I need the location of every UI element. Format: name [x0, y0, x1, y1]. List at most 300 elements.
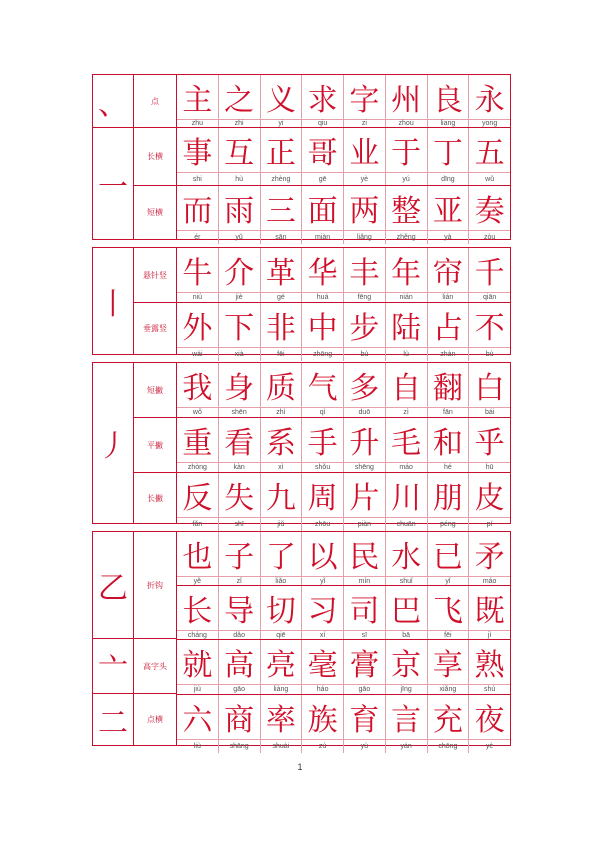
character: 面	[307, 194, 338, 229]
character: 子	[224, 540, 255, 575]
char-cell	[386, 473, 428, 531]
character: 求	[307, 83, 338, 118]
char-cell	[177, 418, 219, 472]
character: 气	[307, 371, 338, 406]
pinyin-label: chuān	[386, 517, 427, 531]
character: 九	[265, 481, 296, 516]
pinyin-label: ér	[177, 230, 218, 244]
char-cell	[344, 640, 386, 694]
pinyin-label: zhōu	[302, 517, 343, 531]
char-cell	[344, 473, 386, 531]
character: 育	[349, 703, 380, 738]
char-cell	[344, 586, 386, 639]
pinyin-label: shī	[219, 517, 260, 531]
pinyin-label: zhèng	[261, 172, 302, 185]
character: 毛	[391, 426, 422, 461]
pinyin-label: yǐ	[302, 576, 343, 585]
character: 帘	[432, 256, 463, 291]
character: 质	[265, 371, 296, 406]
substroke-label: 长撇	[147, 493, 163, 503]
char-row	[177, 303, 510, 361]
char-cell	[261, 186, 303, 244]
char-cell	[428, 128, 470, 185]
character-grid	[177, 532, 510, 750]
char-cell	[344, 695, 386, 753]
char-cell	[177, 186, 219, 244]
char-cell	[302, 186, 344, 244]
character: 业	[349, 136, 380, 171]
pinyin-label: gē	[302, 172, 343, 185]
char-row	[177, 473, 510, 531]
pinyin-label: hū	[469, 462, 510, 472]
char-cell	[302, 695, 344, 753]
char-cell	[219, 303, 261, 361]
pinyin-label: bái	[469, 407, 510, 417]
pinyin-label: jiè	[219, 292, 260, 302]
char-cell	[302, 640, 344, 694]
character: 正	[265, 136, 296, 171]
character: 长	[182, 594, 213, 629]
pinyin-label: chōng	[428, 739, 469, 753]
char-cell	[261, 75, 303, 127]
character: 之	[224, 83, 255, 118]
character: 义	[265, 83, 296, 118]
stroke-dot-top: 亠	[93, 639, 133, 694]
character: 陆	[391, 311, 422, 346]
char-cell	[344, 75, 386, 127]
char-cell	[428, 418, 470, 472]
char-cell	[428, 532, 470, 585]
pinyin-label: zú	[302, 739, 343, 753]
char-cell	[219, 128, 261, 185]
character: 反	[182, 481, 213, 516]
stroke-two: 二	[98, 705, 128, 741]
char-cell	[261, 586, 303, 639]
pinyin-label: shi	[177, 172, 218, 185]
pinyin-label: zhì	[261, 407, 302, 417]
pinyin-label: yong	[469, 119, 510, 127]
pinyin-label: hù	[219, 172, 260, 185]
pinyin-label: sī	[344, 630, 385, 639]
pinyin-label: yè	[469, 739, 510, 753]
character: 华	[307, 256, 338, 291]
char-cell	[386, 186, 428, 244]
stroke-vertical: 丨	[98, 287, 128, 322]
character: 雨	[224, 194, 255, 229]
page-number: 1	[297, 762, 303, 772]
substroke-column	[134, 75, 177, 239]
char-cell	[344, 532, 386, 585]
stroke-hook: 乙	[93, 532, 133, 639]
character: 自	[391, 371, 422, 406]
char-cell	[386, 586, 428, 639]
character: 亮	[265, 648, 296, 683]
char-cell	[469, 418, 510, 472]
pinyin-label: shú	[469, 684, 510, 694]
char-cell	[261, 248, 303, 302]
char-cell	[302, 75, 344, 127]
char-cell	[177, 473, 219, 531]
stroke-dot: 、	[93, 75, 133, 128]
character: 互	[224, 136, 255, 171]
char-cell	[344, 303, 386, 361]
character: 三	[265, 194, 296, 229]
character: 系	[265, 426, 296, 461]
character: 良	[432, 83, 463, 118]
character-grid	[177, 363, 510, 528]
char-cell	[344, 248, 386, 302]
char-row	[177, 248, 510, 303]
char-cell	[219, 473, 261, 531]
substroke-label: 高字头	[134, 639, 176, 694]
pinyin-label: zǐ	[219, 576, 260, 585]
character: 乎	[474, 426, 505, 461]
substroke-label: 点横	[147, 715, 163, 724]
pinyin-label: duō	[344, 407, 385, 417]
pinyin-label: zhou	[386, 119, 427, 127]
char-cell	[386, 363, 428, 417]
char-cell	[302, 363, 344, 417]
char-cell	[177, 303, 219, 361]
char-cell	[177, 248, 219, 302]
pinyin-label: jiù	[177, 684, 218, 694]
substroke-label: 平撇	[134, 418, 176, 473]
char-cell	[344, 128, 386, 185]
char-cell	[177, 363, 219, 417]
substroke-label: 折钩	[134, 532, 176, 639]
pinyin-label: fǎn	[177, 517, 218, 531]
char-row	[177, 75, 510, 128]
pinyin-label: hé	[428, 462, 469, 472]
substroke-label: 长横	[134, 128, 176, 186]
pinyin-label: bā	[386, 630, 427, 639]
pinyin-label: wǒ	[177, 407, 218, 417]
stroke-block-dian-heng	[92, 74, 511, 240]
character: 川	[391, 481, 422, 516]
pinyin-label: yú	[386, 172, 427, 185]
char-cell	[344, 418, 386, 472]
character: 非	[265, 311, 296, 346]
character: 身	[224, 371, 255, 406]
pinyin-label: máo	[469, 576, 510, 585]
char-cell	[469, 363, 510, 417]
pinyin-label: wǔ	[469, 172, 510, 185]
character: 民	[349, 540, 380, 575]
char-cell	[386, 303, 428, 361]
character: 升	[349, 426, 380, 461]
pinyin-label: shuài	[261, 739, 302, 753]
character: 高	[224, 648, 255, 683]
char-cell	[261, 363, 303, 417]
pinyin-label: háo	[302, 684, 343, 694]
substroke-column	[134, 248, 177, 354]
char-cell	[302, 532, 344, 585]
character: 整	[391, 194, 422, 229]
char-row	[177, 640, 510, 695]
character: 商	[224, 703, 255, 738]
character: 永	[474, 83, 505, 118]
character: 和	[432, 426, 463, 461]
char-cell	[428, 640, 470, 694]
character: 革	[265, 256, 296, 291]
pinyin-label: zhi	[219, 119, 260, 127]
char-cell	[302, 248, 344, 302]
char-cell	[302, 586, 344, 639]
char-cell	[428, 363, 470, 417]
pinyin-label: wài	[177, 347, 218, 361]
character: 多	[349, 371, 380, 406]
pinyin-label: máo	[386, 462, 427, 472]
char-cell	[177, 75, 219, 127]
char-cell	[428, 75, 470, 127]
character: 就	[182, 648, 213, 683]
character: 介	[224, 256, 255, 291]
pinyin-label: shuǐ	[386, 576, 427, 585]
char-cell	[261, 695, 303, 753]
pinyin-label: yǐ	[428, 576, 469, 585]
pinyin-label: liù	[177, 739, 218, 753]
character: 周	[307, 481, 338, 516]
character: 习	[307, 594, 338, 629]
char-cell	[469, 186, 510, 244]
pinyin-label: bù	[469, 347, 510, 361]
char-cell	[386, 532, 428, 585]
pinyin-label: zhōng	[302, 347, 343, 361]
char-cell	[469, 75, 510, 127]
character: 中	[307, 311, 338, 346]
pinyin-label: zhòng	[177, 462, 218, 472]
stroke-block-zhe-gou	[92, 531, 511, 750]
substroke-label: 短横	[147, 208, 163, 217]
character: 已	[432, 540, 463, 575]
char-cell	[219, 418, 261, 472]
pinyin-label: cháng	[177, 630, 218, 639]
char-cell	[261, 128, 303, 185]
character: 切	[265, 594, 296, 629]
char-cell	[386, 640, 428, 694]
substroke-label: 短撇	[134, 363, 176, 418]
character: 手	[307, 426, 338, 461]
char-cell	[344, 363, 386, 417]
substroke-label: 点	[134, 75, 176, 128]
pinyin-label: shǒu	[302, 462, 343, 472]
char-cell	[261, 303, 303, 361]
pinyin-label: shāng	[219, 739, 260, 753]
character: 以	[307, 540, 338, 575]
pinyin-label: miàn	[302, 230, 343, 244]
stroke-column	[93, 248, 134, 354]
character: 皮	[474, 481, 505, 516]
pinyin-label: zì	[386, 407, 427, 417]
character: 片	[349, 481, 380, 516]
char-cell	[428, 695, 470, 753]
pinyin-label: zi	[344, 119, 385, 127]
pinyin-label: zòu	[469, 230, 510, 244]
pinyin-label: lù	[386, 347, 427, 361]
char-cell	[469, 640, 510, 694]
char-cell	[469, 532, 510, 585]
substroke-column	[134, 532, 177, 745]
pinyin-label: yù	[344, 739, 385, 753]
char-cell	[386, 695, 428, 753]
pinyin-label: gé	[261, 292, 302, 302]
character: 牛	[182, 256, 213, 291]
pinyin-label: mín	[344, 576, 385, 585]
char-cell	[428, 248, 470, 302]
char-cell	[261, 473, 303, 531]
character: 五	[474, 136, 505, 171]
pinyin-label: bù	[344, 347, 385, 361]
character: 矛	[474, 540, 505, 575]
char-cell	[177, 695, 219, 753]
pinyin-label: qiān	[469, 292, 510, 302]
character: 膏	[349, 648, 380, 683]
character: 奏	[474, 194, 505, 229]
char-cell	[469, 695, 510, 753]
character: 看	[224, 426, 255, 461]
pinyin-label: pí	[469, 517, 510, 531]
char-cell	[302, 303, 344, 361]
character: 毫	[307, 648, 338, 683]
char-cell	[302, 473, 344, 531]
substroke-label: 悬针竖	[134, 248, 176, 303]
char-cell	[469, 128, 510, 185]
char-cell	[469, 473, 510, 531]
character: 占	[432, 311, 463, 346]
char-cell	[219, 695, 261, 753]
character: 主	[182, 83, 213, 118]
character: 下	[224, 311, 255, 346]
char-row	[177, 586, 510, 640]
pinyin-label: yè	[344, 172, 385, 185]
pinyin-label: huá	[302, 292, 343, 302]
character: 我	[182, 371, 213, 406]
pinyin-label: yán	[386, 739, 427, 753]
character: 州	[391, 83, 422, 118]
pinyin-label: fēi	[428, 630, 469, 639]
character: 率	[265, 703, 296, 738]
character: 年	[391, 256, 422, 291]
pinyin-label: dīng	[428, 172, 469, 185]
character: 导	[224, 594, 255, 629]
char-cell	[219, 186, 261, 244]
stroke-block-shu	[92, 247, 511, 358]
char-cell	[261, 640, 303, 694]
character: 千	[474, 256, 505, 291]
char-cell	[261, 532, 303, 585]
char-cell	[177, 586, 219, 639]
char-cell	[428, 473, 470, 531]
character: 亚	[432, 194, 463, 229]
character: 飞	[432, 594, 463, 629]
char-cell	[386, 248, 428, 302]
pinyin-label: qiē	[261, 630, 302, 639]
char-cell	[219, 75, 261, 127]
char-cell	[386, 418, 428, 472]
pinyin-label: zhu	[177, 119, 218, 127]
pinyin-label: fēng	[344, 292, 385, 302]
pinyin-label: zhěng	[386, 230, 427, 244]
pinyin-label: xì	[261, 462, 302, 472]
char-row	[177, 418, 510, 473]
character: 丁	[432, 136, 463, 171]
pinyin-label: gāo	[219, 684, 260, 694]
stroke-column	[93, 532, 134, 745]
character: 司	[349, 594, 380, 629]
char-cell	[177, 532, 219, 585]
char-cell	[219, 532, 261, 585]
char-cell	[469, 248, 510, 302]
character: 哥	[307, 136, 338, 171]
char-cell	[219, 363, 261, 417]
char-row	[177, 363, 510, 418]
character: 朋	[432, 481, 463, 516]
pinyin-label: jì	[469, 630, 510, 639]
pinyin-label: piàn	[344, 517, 385, 531]
character: 两	[349, 194, 380, 229]
char-cell	[177, 128, 219, 185]
char-row	[177, 695, 510, 753]
pinyin-label: liang	[428, 119, 469, 127]
pinyin-label: liǎng	[344, 230, 385, 244]
pinyin-label: gāo	[344, 684, 385, 694]
pinyin-label: zhàn	[428, 347, 469, 361]
char-cell	[386, 128, 428, 185]
character: 事	[182, 136, 213, 171]
pinyin-label: shēn	[219, 407, 260, 417]
character: 丰	[349, 256, 380, 291]
character: 言	[391, 703, 422, 738]
character: 享	[432, 648, 463, 683]
pinyin-label: lián	[428, 292, 469, 302]
char-cell	[344, 186, 386, 244]
character: 白	[474, 371, 505, 406]
character: 而	[182, 194, 213, 229]
character: 水	[391, 540, 422, 575]
pinyin-label: yi	[261, 119, 302, 127]
char-cell	[302, 418, 344, 472]
pinyin-label: liàng	[261, 684, 302, 694]
pinyin-label: liǎo	[261, 576, 302, 585]
pinyin-label: kàn	[219, 462, 260, 472]
pinyin-label: dǎo	[219, 630, 260, 639]
stroke-column	[93, 75, 134, 239]
char-row	[177, 532, 510, 586]
character: 外	[182, 311, 213, 346]
stroke-block-pie	[92, 362, 511, 528]
pinyin-label: xià	[219, 347, 260, 361]
character: 也	[182, 540, 213, 575]
character: 京	[391, 648, 422, 683]
character: 失	[224, 481, 255, 516]
pinyin-label: fēi	[261, 347, 302, 361]
char-cell	[261, 418, 303, 472]
character: 充	[432, 703, 463, 738]
char-cell	[219, 248, 261, 302]
pinyin-label: xiǎng	[428, 684, 469, 694]
char-cell	[219, 586, 261, 639]
char-cell	[428, 586, 470, 639]
character: 六	[182, 703, 213, 738]
character-grid	[177, 248, 510, 358]
character: 步	[349, 311, 380, 346]
character: 既	[474, 594, 505, 629]
pinyin-label: jiǔ	[261, 517, 302, 531]
pinyin-label: niú	[177, 292, 218, 302]
char-cell	[302, 128, 344, 185]
character: 了	[265, 540, 296, 575]
stroke-horizontal: 一	[98, 169, 128, 205]
